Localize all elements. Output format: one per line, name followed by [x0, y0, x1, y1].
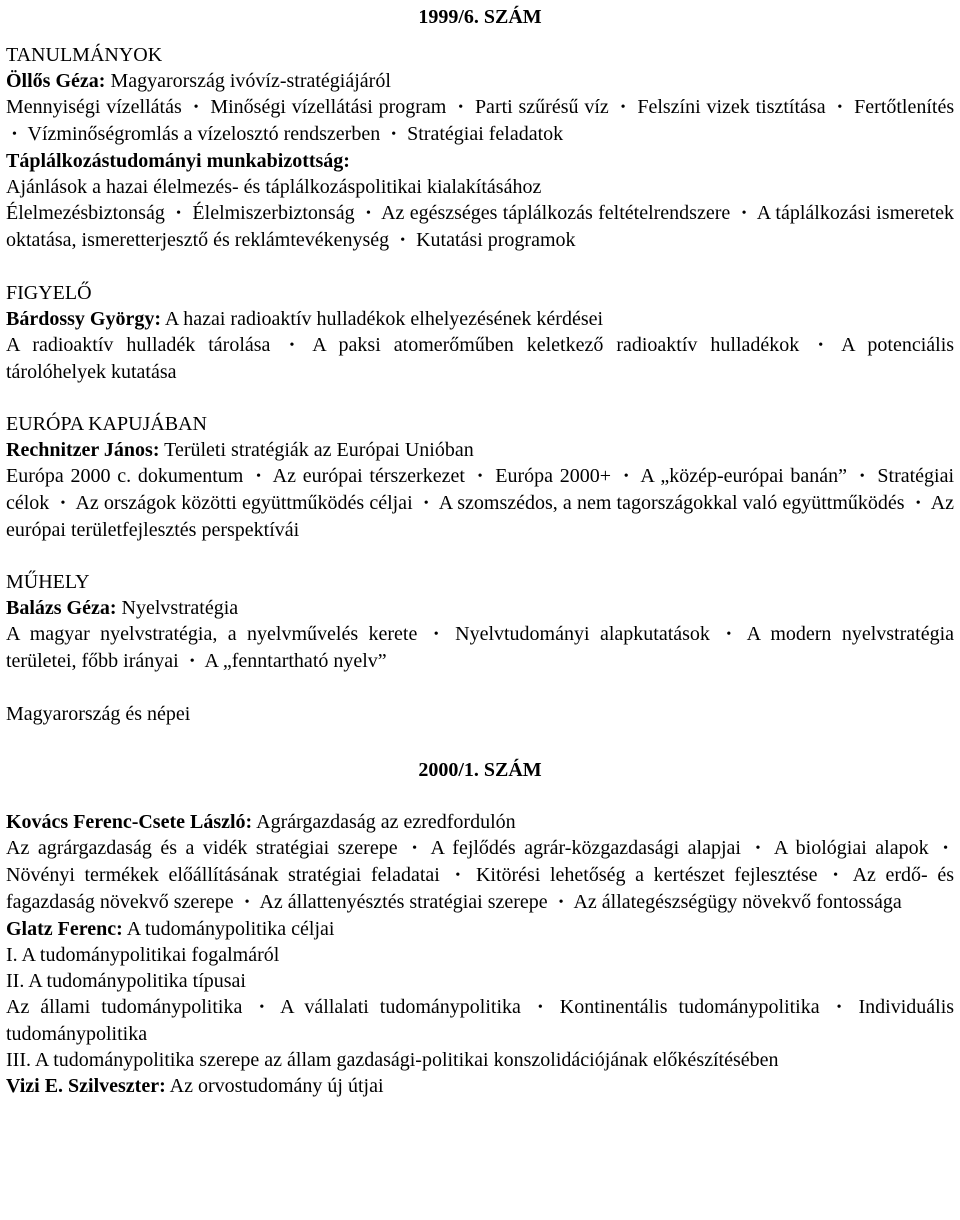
topic-item: A paksi atomerőműben keletkező radioaktív hulladékok [312, 334, 800, 356]
author-name: Bárdossy György: [6, 308, 161, 330]
article-title: A hazai radioaktív hulladékok elhelyezésének kérdései [164, 308, 604, 330]
article-heading [6, 809, 954, 835]
section-heading: MŰHELY [6, 571, 90, 593]
bullet-separator: • [943, 841, 949, 856]
bullet-separator: • [741, 206, 747, 221]
bullet-separator: • [256, 469, 262, 484]
article-heading [6, 1073, 954, 1099]
article-title: A tudománypolitika céljai [126, 918, 335, 940]
topic-item: Nyelvtudományi alapkutatások [455, 623, 710, 645]
topic-item: Növényi termékek előállításának stratégiai feladatai [6, 864, 440, 886]
topic-item: A táplálkozási ismeretek oktatása, ismeretterjesztő és reklámtevékenység [6, 202, 954, 251]
bullet-separator: • [859, 469, 865, 484]
topic-item: A vállalati tudománypolitika [280, 996, 521, 1018]
topic-list [6, 463, 954, 543]
article-title: Nyelvstratégia [121, 597, 239, 619]
topic-item: Kitörési lehetőség a kertészet fejlesztése [475, 864, 818, 886]
part-heading: III. A tudománypolitika szerepe az állam gazdasági-politikai konszolidációjának előkészítésében [6, 1049, 779, 1071]
document-page [6, 4, 954, 1099]
author-name: Balázs Géza: [6, 597, 117, 619]
topic-list [6, 200, 954, 254]
bullet-separator: • [455, 868, 461, 883]
article-title: Ajánlások a hazai élelmezés- és táplálkozáspolitikai kialakításához [6, 176, 542, 198]
bullet-separator: • [412, 841, 418, 856]
topic-item: A potenciális tárolóhelyek kutatása [6, 334, 955, 383]
bullet-separator: • [12, 127, 17, 142]
topic-item: A „közép-európai banán” [640, 465, 848, 487]
topic-item: A „fenntartható nyelv” [204, 650, 387, 672]
issue-heading: 1999/6. SZÁM [418, 6, 542, 28]
author-name: Táplálkozástudományi munkabizottság: [6, 150, 350, 172]
bullet-separator: • [726, 627, 732, 642]
topic-item: Stratégiai feladatok [407, 123, 564, 145]
bullet-separator: • [620, 100, 626, 115]
author-name: Öllős Géza: [6, 70, 106, 92]
article-heading [6, 595, 954, 621]
topic-item: A fejlődés agrár-közgazdasági alapjai [430, 837, 741, 859]
article-heading [6, 68, 954, 94]
topic-item: Felszíni vizek tisztítása [637, 96, 826, 118]
bullet-separator: • [189, 654, 195, 669]
article-heading [6, 148, 954, 174]
topic-item: Kontinentális tudománypolitika [559, 996, 820, 1018]
topic-item: A magyar nyelvstratégia, a nyelvművelés kerete [6, 623, 418, 645]
topic-item: A biológiai alapok [773, 837, 929, 859]
topic-item: Az erdő- és fagazdaság növekvő szerepe [6, 864, 954, 913]
bullet-separator: • [833, 868, 839, 883]
section-heading: FIGYELŐ [6, 282, 92, 304]
bullet-separator: • [259, 1000, 265, 1015]
bullet-separator: • [623, 469, 629, 484]
topic-item: Parti szűrésű víz [474, 96, 609, 118]
topic-item: Az országok közötti együttműködés céljai [75, 492, 413, 514]
author-name: Kovács Ferenc-Csete László: [6, 811, 253, 833]
topic-item: Az egészséges táplálkozás feltételrendszere [381, 202, 731, 224]
topic-item: Az európai területfejlesztés perspektívái [6, 492, 955, 541]
topic-item: Minőségi vízellátási program [210, 96, 447, 118]
bullet-separator: • [365, 206, 371, 221]
bullet-separator: • [193, 100, 199, 115]
topic-list [6, 621, 954, 675]
bullet-separator: • [836, 1000, 842, 1015]
article-title: Területi stratégiák az Európai Unióban [164, 439, 474, 461]
part-heading: II. A tudománypolitika típusai [6, 970, 246, 992]
issue-heading: 2000/1. SZÁM [418, 759, 542, 781]
topic-item: Az állattenyésztés stratégiai szerepe [259, 891, 548, 913]
article-title: Magyarország ivóvíz-stratégiájáról [110, 70, 391, 92]
part-heading: I. A tudománypolitikai fogalmáról [6, 944, 280, 966]
topic-item: A szomszédos, a nem tagországokkal való együttműködés [438, 492, 905, 514]
author-name: Vizi E. Szilveszter: [6, 1075, 166, 1097]
topic-item: A radioaktív hulladék tárolása [6, 334, 271, 356]
article-title: Az orvostudomány új útjai [169, 1075, 384, 1097]
article-title: Agrárgazdaság az ezredfordulón [256, 811, 516, 833]
article-heading [6, 437, 954, 463]
topic-item: Európa 2000 c. dokumentum [6, 465, 244, 487]
section-heading: EURÓPA KAPUJÁBAN [6, 413, 207, 435]
bullet-separator: • [391, 127, 397, 142]
topic-item: Élelmezésbiztonság [6, 202, 165, 224]
topic-list [6, 94, 954, 148]
topic-item: Európa 2000+ [495, 465, 612, 487]
topic-item: Az állami tudománypolitika [6, 996, 243, 1018]
section-heading: TANULMÁNYOK [6, 44, 163, 66]
topic-item: A modern nyelvstratégia területei, főbb irányai [6, 623, 955, 672]
section-heading: Magyarország és népei [6, 703, 191, 725]
topic-item: Stratégiai célok [6, 465, 955, 514]
topic-list [6, 994, 954, 1047]
author-name: Rechnitzer János: [6, 439, 160, 461]
bullet-separator: • [423, 496, 429, 511]
bullet-separator: • [915, 496, 921, 511]
topic-item: Fertőtlenítés [854, 96, 955, 118]
topic-item: Az agrárgazdaság és a vidék stratégiai szerepe [6, 837, 398, 859]
topic-item: Vízminőségromlás a vízelosztó rendszerben [27, 123, 381, 145]
topic-item: Az állategészségügy növekvő fontossága [573, 891, 902, 913]
bullet-separator: • [558, 895, 564, 910]
topic-item: Kutatási programok [416, 229, 576, 251]
article-heading [6, 916, 954, 942]
topic-item: Individuális tudománypolitika [6, 996, 955, 1045]
topic-item: Mennyiségi vízellátás [6, 96, 182, 118]
article-heading [6, 306, 954, 332]
bullet-separator: • [60, 496, 66, 511]
bullet-separator: • [400, 233, 406, 248]
topic-item: Az európai térszerkezet [272, 465, 465, 487]
author-name: Glatz Ferenc: [6, 918, 123, 940]
topic-list [6, 835, 954, 916]
bullet-separator: • [537, 1000, 543, 1015]
bullet-separator: • [289, 338, 295, 353]
bullet-separator: • [755, 841, 761, 856]
bullet-separator: • [458, 100, 464, 115]
bullet-separator: • [837, 100, 843, 115]
topic-list [6, 332, 954, 385]
bullet-separator: • [433, 627, 439, 642]
topic-item: Élelmiszerbiztonság [192, 202, 355, 224]
bullet-separator: • [176, 206, 182, 221]
bullet-separator: • [818, 338, 824, 353]
bullet-separator: • [244, 895, 250, 910]
bullet-separator: • [477, 469, 483, 484]
